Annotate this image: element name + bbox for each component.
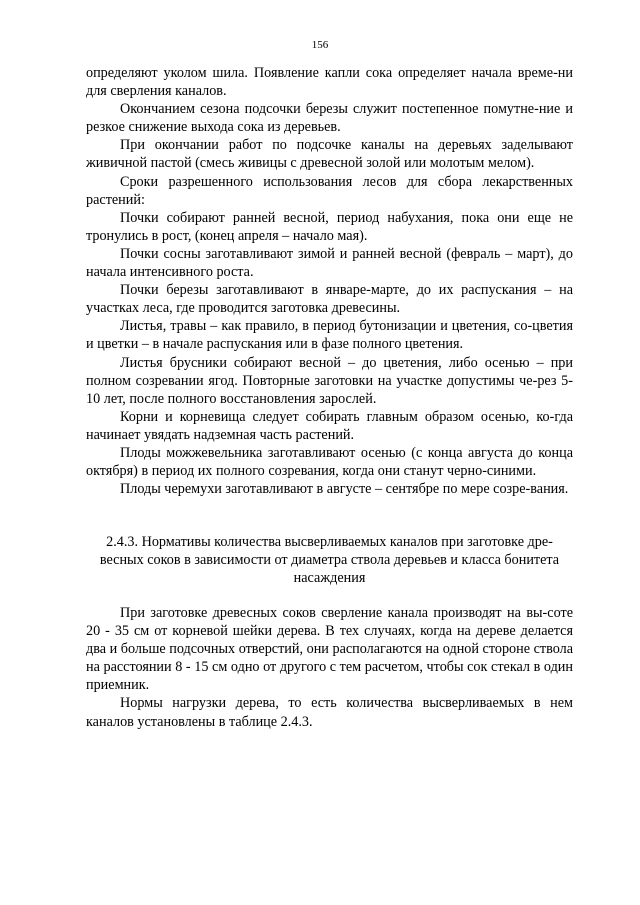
paragraph: Почки березы заготавливают в январе-марте, до их распускания – на участках леса, где проводится заготовка древесины. [86,282,573,317]
paragraph: Почки собирают ранней весной, период набухания, пока они еще не тронулись в рост, (конец апреля – начало мая). [86,209,573,244]
paragraph: Нормы нагрузки дерева, то есть количества высверливаемых в нем каналов установлены в таблице 2.4.3. [86,695,573,730]
paragraph: При заготовке древесных соков сверление канала производят на вы-соте 20 - 35 см от корневой шейки дерева. В тех случаях, когда на дереве делается два и больше подсочных отверстий, они располагаются на одной стороне ствола на расстоянии 8 - 15 см одно от другого с тем расчетом, чтобы сок стекал в один приемник. [86,605,573,694]
paragraph: определяют уколом шила. Появление капли сока определяет начала време-ни для сверления каналов. [86,65,573,100]
paragraph: Почки сосны заготавливают зимой и ранней весной (февраль – март), до начала интенсивного роста. [86,245,573,281]
paragraph: Листья, травы – как правило, в период бутонизации и цветения, со-цветия и цветки – в начале распускания или в фазе полного цветения. [86,318,573,353]
paragraph: Плоды черемухи заготавливают в августе – сентябре по мере созре-вания. [120,481,569,498]
paragraph: Корни и корневища следует собирать главным образом осенью, ко-гда начинает увядать надземная часть растений. [86,408,573,443]
paragraph: Окончанием сезона подсочки березы служит постепенное помутне-ние и резкое снижение выхода сока из деревьев. [86,101,573,136]
paragraph: Плоды можжевельника заготавливают осенью (с конца августа до конца октября) в период их полного созревания, когда они станут черно-синими. [86,444,573,480]
body-text-lower [86,604,573,731]
paragraph: При окончании работ по подсочке каналы на деревьях заделывают живичной пастой (смесь живицы с древесной золой или молотым мелом). [86,137,573,172]
body-text-upper [86,64,573,498]
section-heading: 2.4.3. Нормативы количества высверливаемых каналов при заготовке дре-весных соков в зависимости от диаметра ствола деревьев и класса бонитета насаждения [99,534,560,587]
paragraph: Листья брусники собирают весной – до цветения, либо осенью – при полном созревании ягод. Повторные заготовки на участке допустимы че-рез 5-10 лет, после полного восстановления зарослей. [86,354,573,407]
page-number: 156 [311,39,329,51]
paragraph: Сроки разрешенного использования лесов для сбора лекарственных растений: [86,173,573,208]
